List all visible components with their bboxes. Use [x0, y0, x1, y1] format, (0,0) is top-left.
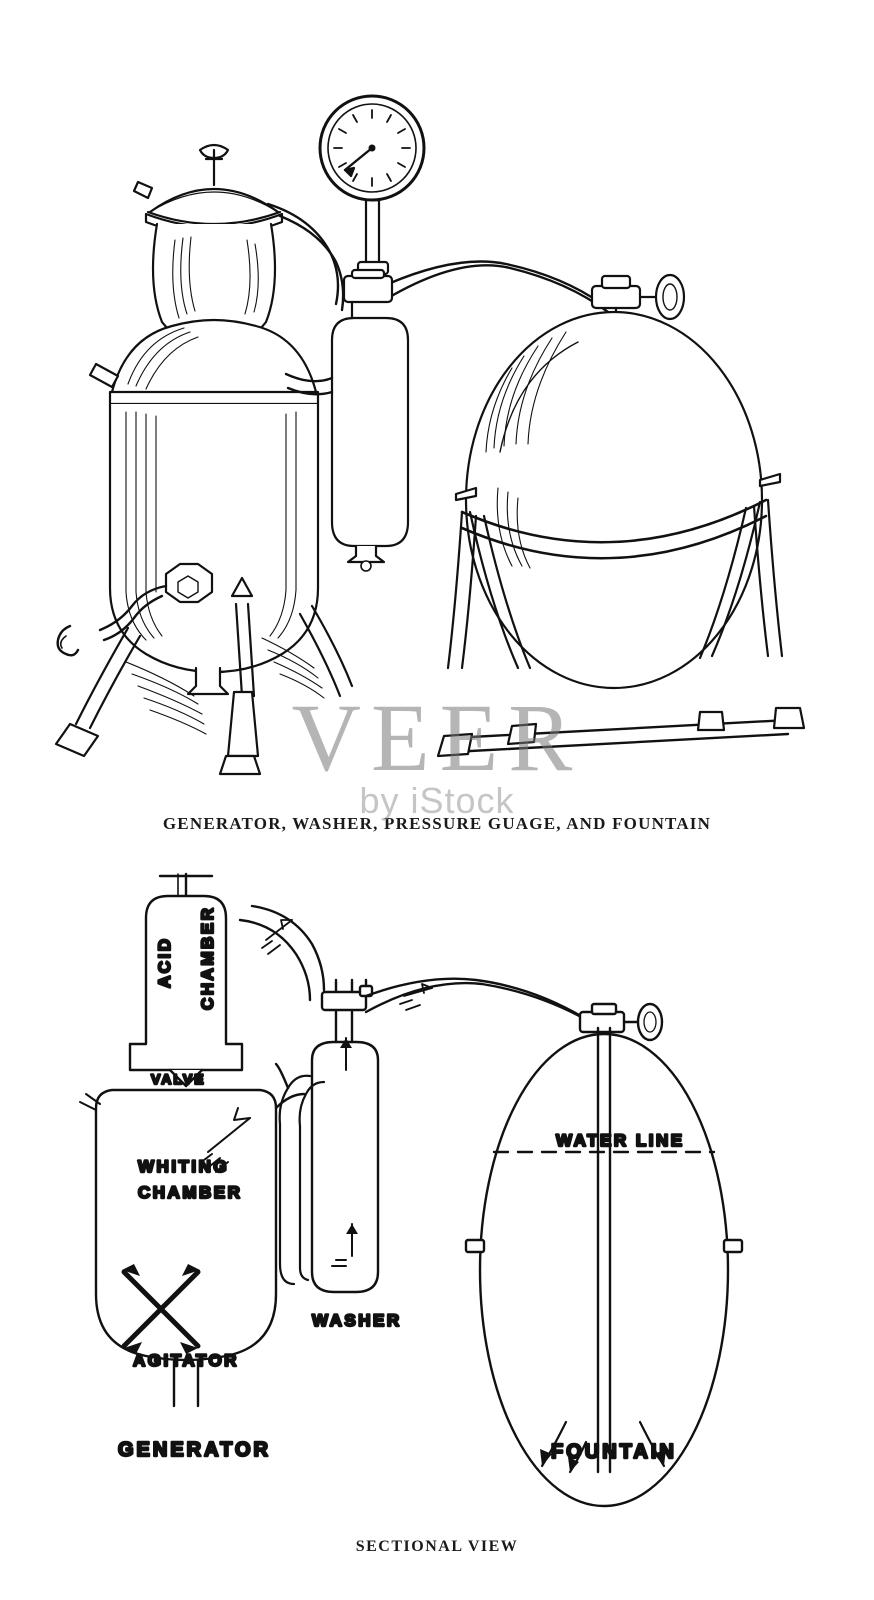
watermark-sub: by iStock: [359, 780, 515, 821]
caption-sectional-view: SECTIONAL VIEW: [355, 1538, 519, 1555]
caption-perspective-view: GENERATOR, WASHER, PRESSURE GUAGE, AND FOUNTAIN: [162, 814, 712, 833]
label-washer: WASHER: [312, 1311, 402, 1330]
label-fountain: FOUNTAIN: [551, 1441, 677, 1463]
label-chamber: CHAMBER: [198, 905, 217, 1010]
valve-section: [151, 1070, 206, 1087]
pressure-gauge: [320, 96, 424, 274]
fountain-tank: [466, 312, 762, 688]
acid-chamber-section: [130, 874, 242, 1070]
watermark-main: VEER: [291, 684, 583, 791]
label-water-line: WATER LINE: [556, 1131, 685, 1150]
label-whiting: WHITING: [138, 1157, 230, 1176]
label-agitator: AGITATOR: [133, 1351, 239, 1370]
pipe-section-to-fountain: [240, 906, 604, 1030]
fountain-section: [466, 1028, 742, 1506]
washer-cylinder: [332, 286, 408, 571]
label-generator: GENERATOR: [118, 1439, 271, 1461]
label-valve: VALVE: [151, 1071, 206, 1087]
label-whiting-chamber: CHAMBER: [138, 1183, 243, 1202]
label-acid: ACID: [155, 936, 174, 988]
generator-vessel: [58, 320, 318, 694]
generator-valve: [166, 564, 212, 602]
washer-section: [276, 980, 402, 1330]
whiting-chamber-section: [80, 1090, 304, 1406]
figure-sectional-view: [0, 860, 874, 1600]
